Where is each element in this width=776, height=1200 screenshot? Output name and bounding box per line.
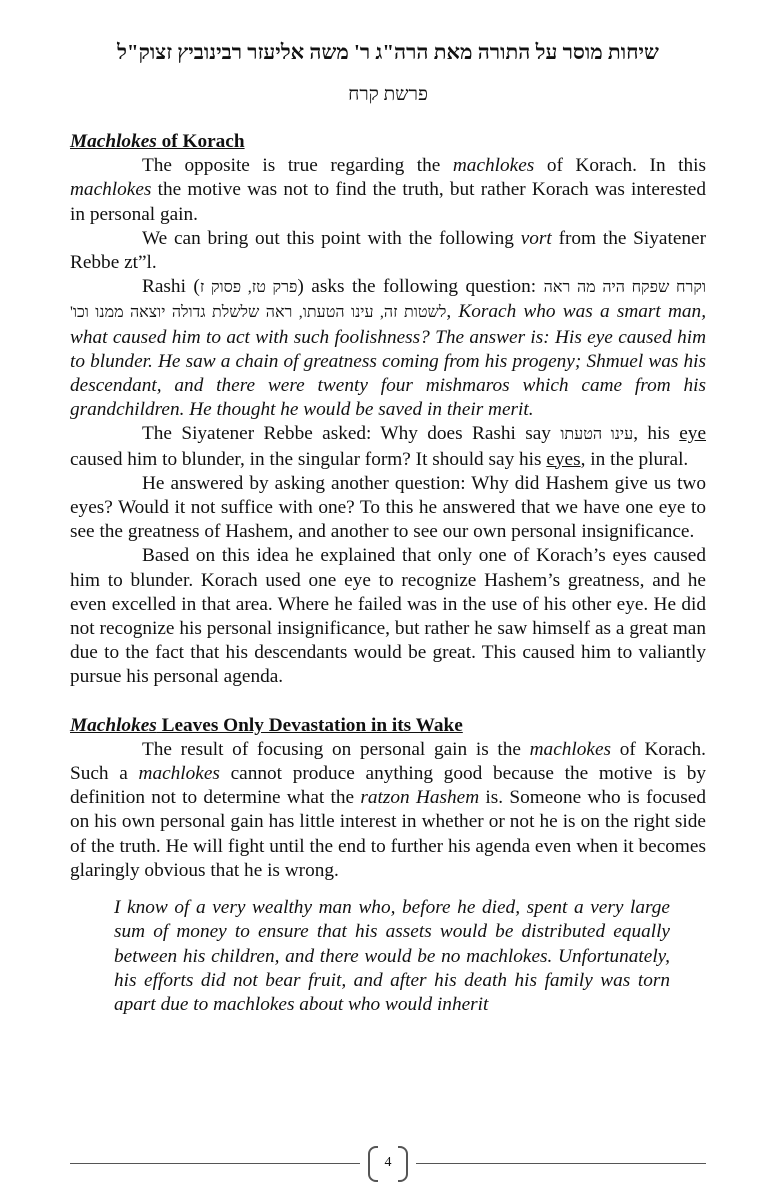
page-number: 4 [384, 1155, 392, 1170]
main-text [70, 130, 706, 1017]
hebrew-quote: וקרח שפקח היה מה ראה לשטות זה, עינו הטעתו, ראה שלשלת גדולה יוצאה ממנו וכו' [70, 279, 706, 322]
paragraph-rashi-question: Rashi (פרק טז, פסוק ז) asks the following question: וקרח שפקח היה מה ראה לשטות זה, עינו הטעתו, ראה שלשלת גדולה יוצאה ממנו וכו', Korach who was a smart man, what caused him to act with such foolishness? The answer is: His eye caused him to blunder. He saw a chain of greatness coming from his progeny; Shmuel was his descendant, and there were twenty four mishmaros which came from his grandchildren. He thought he would be saved in their merit. [70, 276, 707, 421]
page-footer [70, 1146, 706, 1182]
section-heading-devastation: Machlokes Leaves Only Devastation in its Wake [70, 714, 463, 736]
parsha-title-hebrew: פרשת קרח [348, 84, 428, 105]
paragraph: Based on this idea he explained that only one of Korach’s eyes caused him to blunder. Korach used one eye to recognize Hashem’s greatness, and he even excelled in that area. Where he failed was in the use of his other eye. He did not recognize his personal insignificance, but rather he saw himself as a great man due to the fact that his descendants would be great. This caused him to valiantly pursue his personal agenda. [70, 545, 706, 688]
page-number-box [368, 1146, 408, 1180]
left-brace-ornament [368, 1146, 378, 1182]
block-quote-story: I know of a very wealthy man who, before he died, spent a very large sum of money to ensure that his assets would be distributed equally between his children, and there would be no machlokes. Unfortunately, his efforts did not bear fruit, and after his death his family was torn apart due to machlokes about who would inherit [114, 897, 670, 1015]
paragraph: He answered by asking another question: Why did Hashem give us two eyes? Would it not suffice with one? To this he answered that we have one eye to see the greatness of Hashem, and another to see our own personal insignificance. [70, 472, 706, 543]
book-title-hebrew: שיחות מוסר על התורה מאת הרה"ג ר' משה אליעזר רבינוביץ זצוק"ל [117, 40, 659, 64]
paragraph: We can bring out this point with the following vort from the Siyatener Rebbe zt”l. [70, 227, 706, 274]
section-heading-machlokes-of-korach: Machlokes of Korach [70, 131, 245, 152]
paragraph: The opposite is true regarding the machlokes of Korach. In this machlokes the motive was not to find the truth, but rather Korach was interested in personal gain. [70, 155, 706, 225]
right-brace-ornament [398, 1146, 408, 1182]
hebrew-reference: פרק טז, פסוק ז [199, 279, 298, 297]
footer-rule-left [70, 1163, 360, 1164]
hebrew-quote: עינו הטעתו [560, 426, 634, 444]
paragraph: The result of focusing on personal gain is the machlokes of Korach. Such a machlokes cannot produce anything good because the motive is by definition not to determine what the ratzon Hashem is. Someone who is focused on his own personal gain has little interest in whether or not he is on the right side of the truth. He will fight until the end to further his agenda even when it becomes glaringly obvious that he is wrong. [70, 738, 707, 881]
footer-rule-right [416, 1163, 706, 1164]
paragraph: The Siyatener Rebbe asked: Why does Rashi say עינו הטעתו, his eye caused him to blunder, in the singular form? It should say his eyes, in the plural. [70, 423, 707, 470]
